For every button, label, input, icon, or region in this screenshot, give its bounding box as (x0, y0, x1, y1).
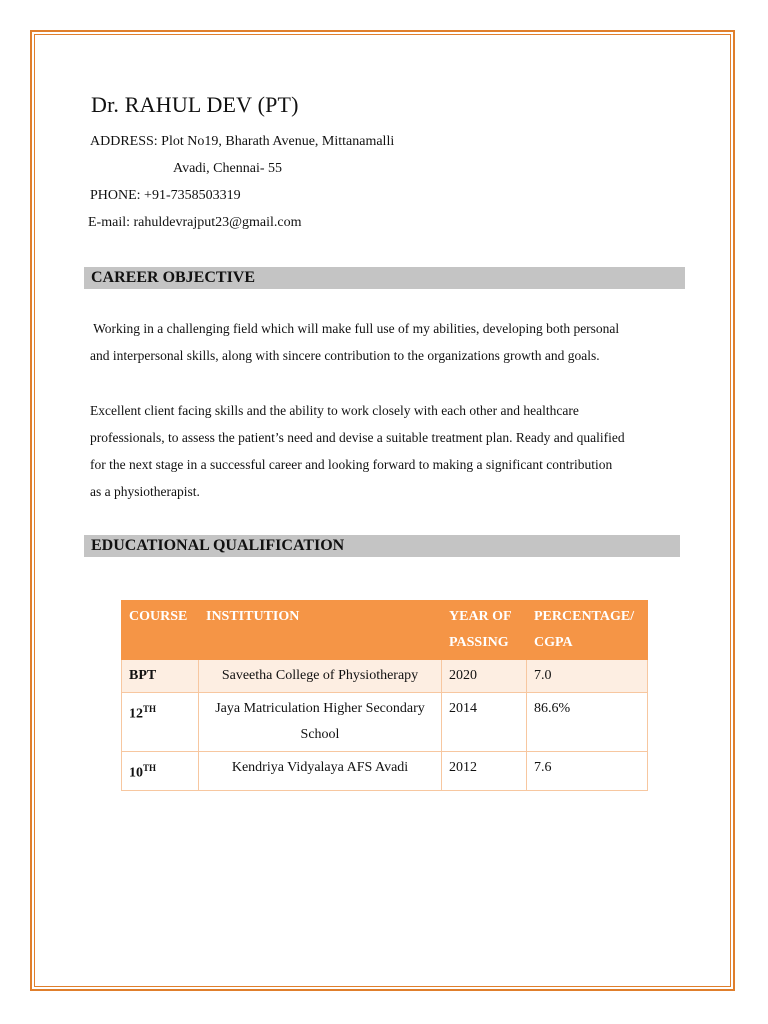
col-institution: INSTITUTION (199, 601, 442, 660)
course-suffix: TH (143, 704, 157, 714)
address-line-1: ADDRESS: Plot No19, Bharath Avenue, Mittanamalli (90, 134, 395, 149)
course-cell (122, 693, 199, 752)
career-paragraph-1 (90, 315, 680, 369)
col-score: PERCENTAGE/ CGPA (527, 601, 648, 660)
phone: PHONE: +91-7358503319 (90, 188, 241, 203)
page-border-inner (34, 34, 731, 987)
course-value: BPT (129, 668, 157, 683)
score-cell: 86.6% (527, 693, 648, 752)
career-p2-line: for the next stage in a successful career and looking forward to making a significant contribution (90, 457, 613, 472)
career-p1-line: and interpersonal skills, along with sincere contribution to the organizations growth and goals. (90, 348, 600, 363)
career-p2-line: Excellent client facing skills and the ability to work closely with each other and healthcare (90, 403, 579, 418)
education-heading: EDUCATIONAL QUALIFICATION (84, 535, 680, 557)
institution-cell: Saveetha College of Physiotherapy (199, 660, 442, 693)
career-p1-line: Working in a challenging field which will make full use of my abilities, developing both personal (90, 321, 620, 336)
course-cell (122, 660, 199, 693)
career-p2-line: as a physiotherapist. (90, 484, 200, 499)
email: E-mail: rahuldevrajput23@gmail.com (88, 215, 302, 230)
year-cell: 2012 (442, 752, 527, 791)
course-value: 12 (129, 706, 143, 722)
col-course: COURSE (122, 601, 199, 660)
year-cell: 2020 (442, 660, 527, 693)
education-table (121, 600, 648, 791)
address-line-2: Avadi, Chennai- 55 (173, 161, 282, 176)
career-paragraph-2 (90, 397, 680, 505)
table-row (122, 660, 648, 693)
candidate-name: Dr. RAHUL DEV (PT) (91, 92, 299, 117)
career-objective-heading: CAREER OBJECTIVE (84, 267, 685, 289)
course-value: 10 (129, 765, 143, 781)
score-cell: 7.6 (527, 752, 648, 791)
table-row (122, 693, 648, 752)
score-cell: 7.0 (527, 660, 648, 693)
institution-cell: Jaya Matriculation Higher Secondary School (199, 693, 442, 752)
table-header-row (122, 601, 648, 660)
course-suffix: TH (143, 763, 157, 773)
col-year: YEAR OF PASSING (442, 601, 527, 660)
institution-cell: Kendriya Vidyalaya AFS Avadi (199, 752, 442, 791)
year-cell: 2014 (442, 693, 527, 752)
table-row (122, 752, 648, 791)
career-p2-line: professionals, to assess the patient’s need and devise a suitable treatment plan. Ready and qualified (90, 430, 625, 445)
course-cell (122, 752, 199, 791)
